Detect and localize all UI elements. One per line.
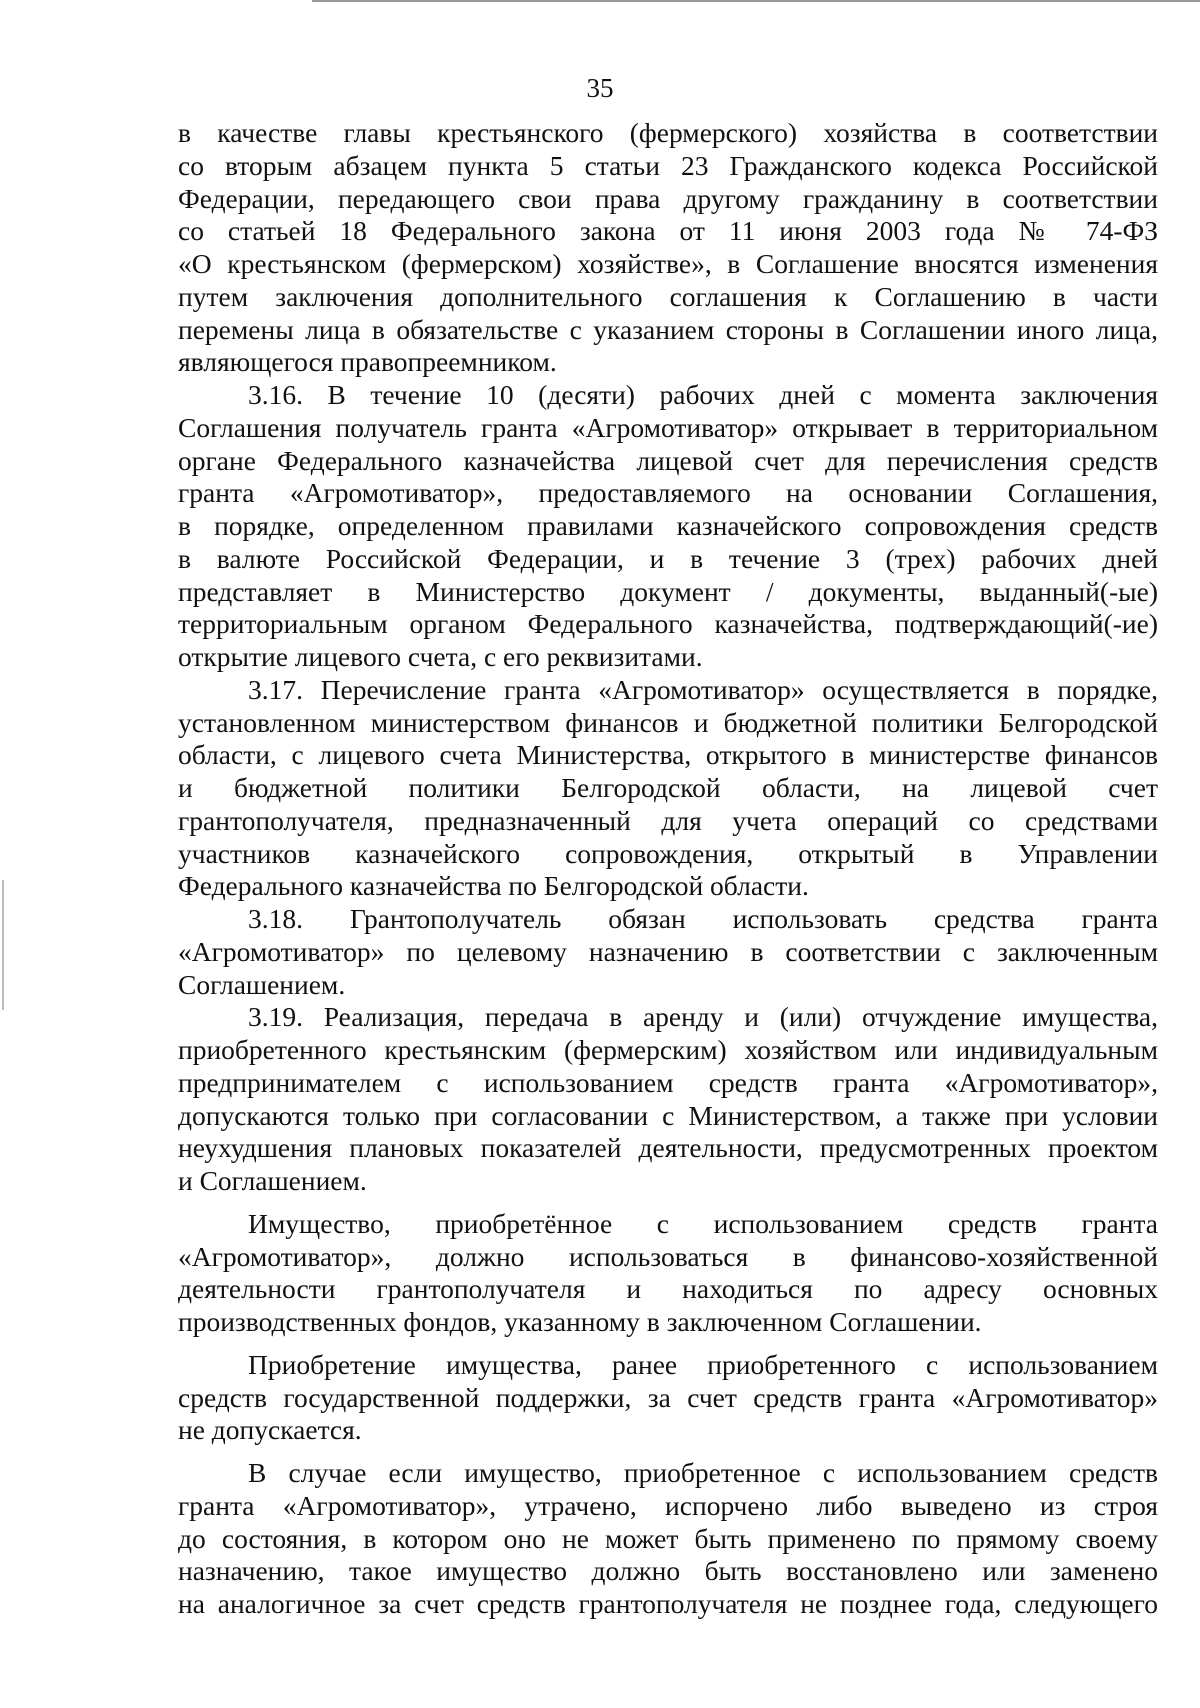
text-line: перемены лица в обязательстве с указанием стороны в Соглашении иного лица, [178, 313, 1158, 345]
text-line: Соглашения получатель гранта «Агромотиватор» открывает в территориальном [178, 411, 1158, 443]
text-line: грантополучателя, предназначенный для учета операций со средствами [178, 804, 1158, 836]
text-line: являющегося правопреемником. [178, 346, 557, 378]
document-body [178, 117, 1158, 1621]
text-line: со вторым абзацем пункта 5 статьи 23 Гражданского кодекса Российской [178, 149, 1158, 181]
paragraph-property-use [178, 1208, 1158, 1339]
text-line: гранта «Агромотиватор», предоставляемого на основании Соглашения, [178, 477, 1158, 509]
paragraph-3-19 [178, 1001, 1158, 1198]
text-line: и бюджетной политики Белгородской области, на лицевой счет [178, 772, 1158, 803]
text-line: 3.17. Перечисление гранта «Агромотиватор» осуществляется в порядке, [248, 673, 1158, 705]
text-line: открытие лицевого счета, с его реквизитами. [178, 641, 703, 672]
paragraph-3-16 [178, 379, 1158, 674]
text-line: «Агромотиватор» по целевому назначению в соответствии с заключенным [178, 935, 1158, 967]
text-line: в качестве главы крестьянского (фермерского) хозяйства в соответствии [178, 117, 1158, 148]
paragraph-continuation [178, 117, 1158, 379]
text-line: в валюте Российской Федерации, и в течение 3 (трех) рабочих дней [178, 542, 1158, 574]
paragraph-3-17 [178, 674, 1158, 903]
text-line: «О крестьянском (фермерском) хозяйстве», в Соглашение вносятся изменения [178, 248, 1158, 279]
text-line: допускаются только при согласовании с Министерством, а также при условии [178, 1099, 1158, 1131]
text-line: установленном министерством финансов и бюджетной политики Белгородской [178, 706, 1158, 738]
text-line: 3.19. Реализация, передача в аренду и (или) отчуждение имущества, [248, 1001, 1158, 1033]
text-line: и Соглашением. [178, 1165, 367, 1196]
text-line: Федерального казначейства по Белгородской области. [178, 870, 809, 902]
text-line: деятельности грантополучателя и находиться по адресу основных [178, 1273, 1158, 1305]
text-line: гранта «Агромотиватор», утрачено, испорчено либо выведено из строя [178, 1489, 1158, 1521]
scan-top-edge [312, 0, 1200, 2]
text-line: на аналогичное за счет средств грантополучателя не позднее года, следующего [178, 1588, 1158, 1619]
text-line: Приобретение имущества, ранее приобретенного с использованием [248, 1348, 1158, 1380]
text-line: 3.16. В течение 10 (десяти) рабочих дней с момента заключения [248, 379, 1158, 410]
text-line: назначению, такое имущество должно быть восстановлено или заменено [178, 1555, 1158, 1587]
text-line: неухудшения плановых показателей деятельности, предусмотренных проектом [178, 1132, 1158, 1164]
text-line: средств государственной поддержки, за счет средств гранта «Агромотиватор» [178, 1381, 1158, 1413]
text-line: не допускается. [178, 1414, 362, 1446]
text-line: со статьей 18 Федерального закона от 11 июня 2003 года № 74-ФЗ [178, 215, 1158, 247]
text-line: до состояния, в котором оно не может быть применено по прямому своему [178, 1522, 1158, 1554]
text-line: приобретенного крестьянским (фермерским) хозяйством или индивидуальным [178, 1034, 1158, 1065]
page-number: 35 [586, 73, 614, 103]
paragraph-3-18 [178, 903, 1158, 1001]
text-line: производственных фондов, указанному в заключенном Соглашении. [178, 1306, 982, 1337]
text-line: 3.18. Грантополучатель обязан использовать средства гранта [248, 903, 1158, 934]
text-line: области, с лицевого счета Министерства, открытого в министерстве финансов [178, 739, 1158, 771]
text-line: территориальным органом Федерального казначейства, подтверждающий(-ие) [178, 608, 1158, 640]
paragraph-acquisition [178, 1349, 1158, 1447]
text-line: В случае если имущество, приобретенное с использованием средств [248, 1457, 1158, 1488]
paragraph-loss-restoration [178, 1457, 1158, 1621]
text-line: путем заключения дополнительного соглашения к Соглашению в части [178, 280, 1158, 312]
text-line: в порядке, определенном правилами казначейского сопровождения средств [178, 510, 1158, 541]
text-line: Соглашением. [178, 968, 346, 1000]
text-line: участников казначейского сопровождения, открытый в Управлении [178, 837, 1158, 869]
scan-left-margin-mark [2, 880, 4, 1010]
text-line: представляет в Министерство документ / документы, выданный(-ые) [178, 575, 1158, 607]
text-line: предпринимателем с использованием средств гранта «Агромотиватор», [178, 1066, 1158, 1098]
text-line: Имущество, приобретённое с использованием средств гранта [248, 1207, 1158, 1239]
text-line: «Агромотиватор», должно использоваться в финансово-хозяйственной [178, 1240, 1158, 1272]
text-line: Федерации, передающего свои права другому гражданину в соответствии [178, 182, 1158, 214]
text-line: органе Федерального казначейства лицевой счет для перечисления средств [178, 444, 1158, 476]
